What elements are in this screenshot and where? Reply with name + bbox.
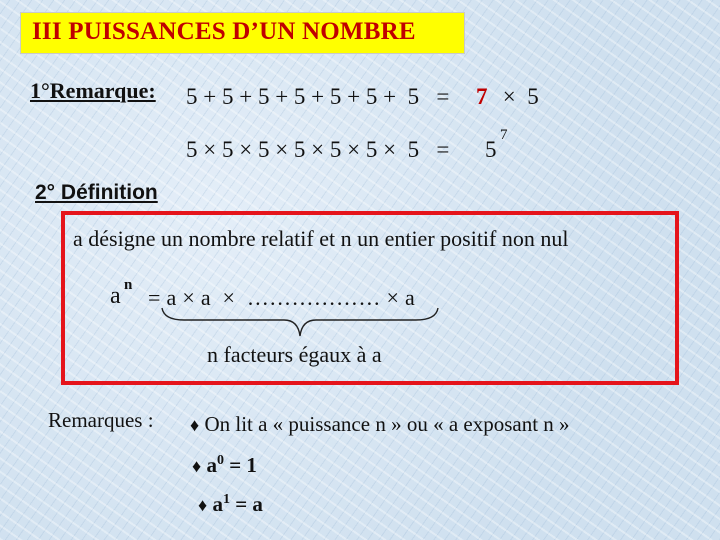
remark-item-text: On lit a « puissance n » ou « a exposant n » [204,412,570,436]
power-exponent: n [124,277,133,293]
power-expansion: = a × a × ……………… × a [148,285,416,310]
sum-expression: 5 + 5 + 5 + 5 + 5 + 5 + 5 = [186,84,456,109]
underbrace [160,306,440,342]
definition-sentence: a désigne un nombre relatif et n un entier positif non nul [73,226,569,251]
zero-power-base: a [206,453,217,477]
remark-item-zero-exponent [192,453,257,478]
definition-label: 2° Définition [35,181,158,204]
product-exponent: 7 [500,127,508,143]
remark-item-one-exponent [198,492,263,517]
product-expression: 5 × 5 × 5 × 5 × 5 × 5 × 5 = [186,137,461,162]
sum-count: 7 [476,84,488,109]
remark-item-reading [190,412,570,437]
sum-tail: × 5 [497,84,539,109]
zero-power-result: = 1 [223,453,257,477]
page-title: III PUISSANCES D’UN NOMBRE [32,18,416,45]
zero-power-exponent: 0 [216,453,224,468]
diamond-bullet-icon: ♦ [198,495,208,515]
brace-caption: n facteurs égaux à a [207,342,382,367]
diamond-bullet-icon: ♦ [190,415,200,435]
one-power-base: a [212,492,223,516]
remarks-label: Remarques : [48,408,154,432]
remark1-label: 1°Remarque: [30,78,156,103]
one-power-exponent: 1 [222,492,230,507]
product-base: 5 [485,137,497,162]
diamond-bullet-icon: ♦ [192,456,202,476]
power-base: a [110,283,121,309]
one-power-result: = a [229,492,263,516]
